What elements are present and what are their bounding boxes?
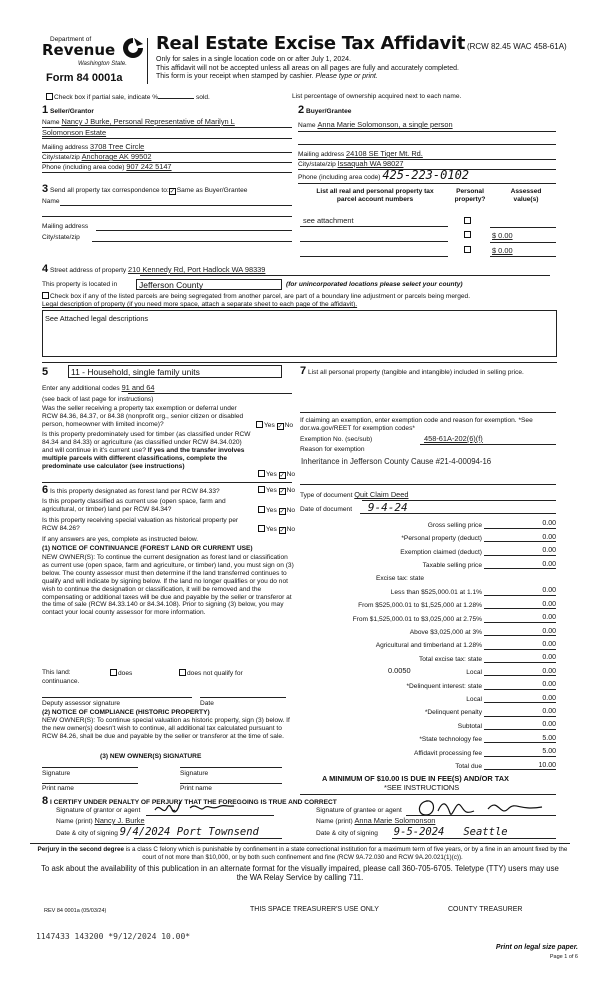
buyer-phone-value: 425-223-0102 <box>382 168 470 182</box>
tax-row-value[interactable]: 0.00 <box>484 695 556 704</box>
buyer-heading: 2 Buyer/Grantee <box>298 104 352 116</box>
line <box>42 162 292 163</box>
yes-checkbox[interactable] <box>258 525 265 532</box>
statute: (RCW 82.45 WAC 458-61A) <box>466 42 567 51</box>
tax-row-value[interactable]: 5.00 <box>484 735 556 744</box>
exemption-question: Was the seller receiving a property tax exemption or deferral under RCW 84.36, 84.37, or 84.38 (nonprofit org., senior citizen or disabled person, homeowner with limited income)? <box>42 405 244 428</box>
tax-row-value[interactable]: 0.00 <box>484 601 556 610</box>
tax-row <box>300 516 556 529</box>
q3-yes-no <box>258 486 295 495</box>
segregated-checkbox[interactable] <box>42 292 49 299</box>
dor-logo <box>42 36 146 70</box>
logo-revenue: Revenue <box>42 41 116 59</box>
partial-sale <box>46 93 210 102</box>
minimum-notice: A MINIMUM OF $10.00 IS DUE IN FEE(S) AND/OR TAX <box>322 774 509 783</box>
notice-3-title: (3) NEW OWNER(S) SIGNATURE <box>100 753 202 760</box>
seller-heading: 1 Seller/Grantor <box>42 104 94 116</box>
tax-row <box>300 529 556 542</box>
q2b: If yes and the transfer involves multiple parcels with different classifications, complete the predominate use calculator (see instructions) <box>42 446 245 470</box>
grantor-signature-field[interactable] <box>56 807 140 815</box>
label: Name <box>42 119 60 126</box>
q2-yes-no <box>258 470 295 479</box>
form-revision: REV 84 0001a (05/03/24) <box>44 908 107 914</box>
tax-row-label: Excise tax: state <box>375 575 424 583</box>
this-land: This land: <box>42 669 71 676</box>
sec7-text: List all personal property (tangible and intangible) included in selling price. <box>307 369 524 376</box>
h1: List all real and personal property tax <box>316 188 434 195</box>
no: No <box>286 471 296 478</box>
owner-print-name-2[interactable] <box>180 783 282 784</box>
perjury-text: is a class C felony which is punishable by confinement in a state correctional institution for a maximum term of five years, or by a fine in an amount fixed by the court of not more than $10,000, or by both such confinement and fine (RCW 9A.72.030 and RCW 9A.20.021(1)(c)). <box>125 846 568 861</box>
tax-row-value[interactable]: 0.00 <box>484 708 556 717</box>
label: Signature of grantee or agent <box>316 807 402 814</box>
divider <box>30 843 570 844</box>
title-text: Real Estate Excise Tax Affidavit <box>156 33 466 54</box>
tax-row <box>300 757 556 770</box>
tax-row-label: Above $3,025,000 at 3% <box>409 628 482 636</box>
header-line-1: Only for sales in a single location code on or after July 1, 2024. <box>156 56 351 63</box>
title: I CERTIFY UNDER PENALTY OF PERJURY THAT THE FOREGOING IS TRUE AND CORRECT <box>49 799 337 806</box>
q4-yes-no <box>258 506 295 515</box>
doctype-value: Quit Claim Deed <box>354 490 409 499</box>
q1-no-checkbox[interactable]: ✓ <box>277 424 283 430</box>
label: Name (print) <box>56 818 93 825</box>
tax-row-value[interactable]: 5.00 <box>484 748 556 757</box>
q2a: Is this property predominately used for timber (as classified under RCW 84.34 and 84.33) or agriculture (as classified under RCW 84.34.020) and will continue in it's current use? <box>42 431 251 454</box>
seller-address-field[interactable] <box>42 143 144 152</box>
grantee-date-field[interactable] <box>316 827 508 838</box>
divider <box>42 482 292 483</box>
located-label: This property is located in <box>42 281 118 288</box>
legal-paper-note: Print on legal size paper. <box>495 944 578 951</box>
corr-name-field[interactable] <box>60 205 292 206</box>
logo-state: Washington State. <box>78 61 127 67</box>
label: City/state/zip <box>298 161 336 168</box>
label: Type of document <box>300 492 353 499</box>
personal-property-label: 7 List all personal property (tangible and intangible) included in selling price. <box>300 365 524 377</box>
line <box>42 216 292 217</box>
line <box>360 513 556 514</box>
revenue-emblem-icon <box>120 36 146 60</box>
buyer-address-value: 24108 SE Tiger Mt. Rd. <box>346 149 423 158</box>
grantee-signature-field[interactable] <box>316 807 402 815</box>
tax-row <box>300 637 556 650</box>
no: No <box>286 487 296 494</box>
no: No <box>284 422 294 429</box>
tax-row-value[interactable]: 0.00 <box>484 534 556 543</box>
same-as-buyer-checkbox[interactable]: ✓ <box>169 189 175 195</box>
yes: Yes <box>266 471 277 478</box>
correspondence-heading: 3 Send all property tax correspondence to:✓ Same as Buyer/Grantee <box>42 183 248 195</box>
line <box>128 393 292 394</box>
label: City/state/zip <box>42 154 80 161</box>
line <box>298 159 556 160</box>
legal-description-box[interactable]: See Attached legal descriptions <box>42 310 557 357</box>
header-line-2: This affidavit will not be accepted unless all areas on all pages are fully and accurately completed. <box>156 64 459 72</box>
seller-city-value: Anchorage AK 99502 <box>81 152 152 161</box>
q5-yes-no <box>258 525 295 534</box>
seller-name-field[interactable] <box>42 118 235 127</box>
page-title <box>156 35 567 53</box>
tax-row-value[interactable]: 0.00 <box>484 628 556 637</box>
assessed-value[interactable]: $ 0.00 <box>492 231 513 240</box>
label: Name (print) <box>316 818 353 825</box>
no: No <box>286 507 296 514</box>
q2-no-checkbox[interactable]: ✓ <box>279 473 285 479</box>
yes-checkbox[interactable] <box>258 486 265 493</box>
tax-row <box>300 583 556 596</box>
q2-yes-checkbox[interactable] <box>258 470 265 477</box>
parcel-field[interactable] <box>300 241 448 242</box>
line <box>420 444 556 445</box>
line3-text: This form is your receipt when stamped by cashier. <box>156 73 314 80</box>
grantor-name-field[interactable] <box>56 817 145 826</box>
tax-row <box>300 690 556 703</box>
historic-question: Is this property receiving special valuation as historical property per RCW 84.26? <box>42 517 239 532</box>
tax-row-value[interactable]: 0.00 <box>484 547 556 556</box>
tax-row-label: *Personal property (deduct) <box>401 535 482 543</box>
buyer-address-field[interactable] <box>298 150 423 159</box>
tax-row <box>300 717 556 730</box>
grantee-name-field[interactable] <box>316 817 435 826</box>
grantee-signature-image <box>408 795 548 817</box>
does-not-option <box>179 669 243 678</box>
h6: value(s) <box>513 195 539 203</box>
county-select[interactable]: Jefferson County <box>136 279 282 290</box>
same-label: Same as Buyer/Grantee <box>176 187 248 194</box>
grantee-date-value: 9-5-2024 Seattle <box>393 826 508 838</box>
label: Date & city of signing <box>316 830 378 837</box>
header-divider <box>147 38 148 84</box>
county-note: (for unincorporated locations please select your county) <box>286 281 463 288</box>
personal-checkbox[interactable] <box>464 246 471 253</box>
tax-row-label: Local <box>466 669 482 677</box>
continuance: continuance. <box>42 678 80 685</box>
label: Name <box>298 122 316 129</box>
partial-sale-checkbox[interactable] <box>46 93 53 100</box>
tax-row-label: *Delinquent penalty <box>424 709 482 717</box>
tax-row <box>300 596 556 609</box>
sig-label: Signature <box>42 770 71 777</box>
q1-yes-no <box>256 421 293 430</box>
tax-row <box>300 744 556 757</box>
doctype-field[interactable] <box>300 491 408 500</box>
county-treasurer: COUNTY TREASURER <box>448 906 523 913</box>
line <box>42 172 292 173</box>
notice-2-text: NEW OWNER(S): To continue special valuation as historic property, sign (3) below. If the new owner(s) doesn't wish to continue, all additional tax calculated pursuant to RCW 84.26, shall be due and payable by the seller or transferor at the time of sale. <box>42 717 290 740</box>
assessed-field[interactable] <box>490 227 556 228</box>
corr-city-field[interactable] <box>92 241 292 242</box>
line <box>134 838 282 839</box>
tax-row-label: Local <box>466 695 482 703</box>
owner-signature-1[interactable] <box>42 767 138 768</box>
does-not: does not qualify for <box>187 670 243 677</box>
buyer-heading-text: Buyer/Grantee <box>305 108 352 115</box>
sig-label: Signature <box>180 770 209 777</box>
tax-row <box>300 650 556 663</box>
label: Mailing address <box>298 151 345 158</box>
no-checkbox[interactable]: ✓ <box>279 509 285 515</box>
see-back: (see back of last page for instructions) <box>42 396 154 403</box>
tax-row <box>300 623 556 636</box>
tax-row-value[interactable]: 0.00 <box>484 681 556 690</box>
partial-label: Check box if partial sale, indicate % <box>54 94 159 101</box>
label: Street address of property <box>49 267 127 274</box>
if-yes: If any answers are yes, complete as instructed below. <box>42 536 199 543</box>
h3: Personal <box>456 188 484 195</box>
divider <box>42 362 557 363</box>
tax-row-value[interactable]: 10.00 <box>484 762 556 771</box>
codes-value: 91 and 64 <box>121 383 155 392</box>
personal-checkbox[interactable] <box>464 231 471 238</box>
tax-row-label: *State technology fee <box>419 736 482 744</box>
grantee-name-value: Anna Marie Solomonson <box>354 816 436 825</box>
current-use-question: Is this property classified as current use (open space, farm and agricultural, or timber) land per RCW 84.34? <box>42 498 226 513</box>
line <box>490 256 556 257</box>
q1-yes-checkbox[interactable] <box>256 421 263 428</box>
claim-text: If claiming an exemption, enter exemption code and reason for exemption. *See dor.wa.gov/REET for exemption codes* <box>300 417 533 432</box>
line <box>42 138 292 139</box>
notice-1-title: (1) NOTICE OF CONTINUANCE (FOREST LAND OR CURRENT USE) <box>42 545 253 552</box>
tax-row <box>300 677 556 690</box>
line <box>490 242 556 243</box>
segregated-label: Check box if any of the listed parcels are being segregated from another parcel, are part of a boundary line adjustment or parcels being merged. <box>50 293 471 300</box>
deputy-date-field[interactable] <box>200 697 286 698</box>
line <box>392 838 556 839</box>
logo-dept: Department of <box>50 36 92 43</box>
form-number: Form 84 0001a <box>46 72 123 84</box>
street-value: 210 Kennedy Rd, Port Hadlock WA 98339 <box>128 265 266 274</box>
tax-row <box>300 543 556 556</box>
label: Signature of grantor or agent <box>56 807 141 814</box>
q: Is this property designated as forest land per RCW 84.33? <box>49 488 220 495</box>
line <box>140 275 550 276</box>
cashier-stamp: 1147433 143200 *9/12/2024 10.00* <box>36 932 191 941</box>
label: Mailing address <box>42 144 89 151</box>
no: No <box>286 526 296 533</box>
yes-checkbox[interactable] <box>258 506 265 513</box>
deputy-label: Deputy assessor signature <box>42 700 121 707</box>
local-rate: 0.0050 <box>388 666 411 676</box>
legal-label: Legal description of property (if you need more space, attach a separate sheet to each page of the affidavit). <box>42 301 358 308</box>
tax-row-label: Subtotal <box>457 722 482 730</box>
line <box>300 226 448 227</box>
personal-header <box>450 188 490 204</box>
h2: parcel account numbers <box>336 195 414 203</box>
line <box>298 169 556 170</box>
label: Date of document <box>300 506 353 513</box>
seller-phone-value: 907 242 5147 <box>126 162 172 171</box>
tax-row-label: Affidavit processing fee <box>413 749 482 757</box>
tax-row <box>300 730 556 743</box>
use-code-select[interactable]: 11 - Household, single family units <box>68 365 282 378</box>
line <box>42 152 292 153</box>
docdate-value: 9-4-24 <box>367 501 408 514</box>
tax-row-label: Exemption claimed (deduct) <box>400 548 482 556</box>
buyer-phone-field[interactable] <box>298 169 469 182</box>
grantor-date-value: 9/4/2024 Port Townsend <box>119 826 259 838</box>
print-label: Print name <box>42 785 74 792</box>
personal-property-field[interactable] <box>300 412 556 413</box>
tax-row <box>300 610 556 623</box>
sec3-text: Send all property tax correspondence to: <box>49 187 169 194</box>
corr-address-field[interactable] <box>96 230 292 231</box>
perjury-notice <box>30 846 575 861</box>
label: Phone (including area code) <box>42 164 125 171</box>
seller-heading-text: Seller/Grantor <box>49 108 94 115</box>
notice-1-text: NEW OWNER(S): To continue the current designation as forest land or classification as current use (open space, farm and agriculture, or timber) land, you must sign on (3) below. The county assessor must then determine if the land transferred continues to qualify and will indicate by signing below. If the land no longer qualifies or you do not wish to continue the designation or classification, it will be removed and the compensating or additional taxes will be due and payable by the seller or transferor at the time of sale (RCW 84.33.140 or 84.34.108). Prior to signing (3) below, you may contact your local county assessor for more information. <box>42 554 294 617</box>
perjury-b: Perjury in the second degree <box>37 846 124 853</box>
tax-row-label: Agricultural and timberland at 1.28% <box>375 642 482 650</box>
parcel-number[interactable]: see attachment <box>303 216 354 225</box>
tax-row-label: Total excise tax: state <box>418 655 482 663</box>
date-label: Date <box>200 700 214 707</box>
tax-row-value[interactable]: 0.00 <box>484 668 556 677</box>
yes: Yes <box>266 487 277 494</box>
ownership-note: List percentage of ownership acquired next to each name. <box>292 93 462 100</box>
does: does <box>118 670 133 677</box>
yes: Yes <box>264 422 275 429</box>
yes: Yes <box>266 526 277 533</box>
alternate-format: To ask about the availability of this publication in an alternate format for the visually impaired, please call 360-705-6705. Teletype (TTY) users may use the WA Relay Service by calling 711. <box>41 864 559 883</box>
h4: property? <box>454 195 486 203</box>
tax-row-value[interactable]: 0.00 <box>484 614 556 623</box>
no-checkbox[interactable]: ✓ <box>279 528 285 534</box>
seller-city-field[interactable] <box>42 153 151 162</box>
forest-question: 6 Is this property designated as forest land per RCW 84.33? <box>42 484 220 496</box>
seller-name-value-2: Solomonson Estate <box>42 128 107 137</box>
h5: Assessed <box>510 188 542 195</box>
reason-value[interactable]: Inheritance in Jefferson County Cause #21-4-00094-16 <box>301 457 492 466</box>
tax-row <box>300 556 556 569</box>
buyer-name-field[interactable] <box>298 121 453 130</box>
assessed-value[interactable]: $ 0.00 <box>492 246 513 255</box>
does-not-checkbox[interactable] <box>179 669 186 676</box>
seller-address-value: 3708 Tree Circle <box>90 142 145 151</box>
timber-question <box>42 431 254 471</box>
corr-city-label: City/state/zip <box>42 234 80 241</box>
treasurer-use: THIS SPACE TREASURER'S USE ONLY <box>250 906 379 913</box>
tax-row-label: From $525,000.01 to $1,525,000 at 1.28% <box>358 602 482 610</box>
label: Phone (including area code) <box>298 174 381 181</box>
personal-checkbox[interactable] <box>464 217 471 224</box>
street-address-field[interactable]: 4 Street address of property 210 Kennedy Rd, Port Hadlock WA 98339 <box>42 263 266 275</box>
buyer-name-value: Anna Marie Solomonson, a single person <box>317 120 453 129</box>
segregated <box>42 292 470 301</box>
seller-phone-field[interactable] <box>42 163 172 172</box>
grantor-date-field[interactable] <box>56 827 259 838</box>
line <box>298 183 556 184</box>
tax-row-value[interactable]: 0.00 <box>484 561 556 570</box>
sold-label: sold. <box>195 94 210 101</box>
label: Enter any additional codes <box>42 385 120 392</box>
parcel-field[interactable] <box>300 256 448 257</box>
tax-row-label: *Delinquent interest: state <box>406 682 482 690</box>
tax-row-label: Less than $525,000.01 at 1.1% <box>390 588 482 596</box>
parcel-header <box>300 188 450 204</box>
label: Date & city of signing <box>56 830 118 837</box>
tax-row-label: From $1,525,000.01 to $3,025,000 at 2.75% <box>352 615 482 623</box>
exemption-no-label: Exemption No. (sec/sub) <box>300 436 373 443</box>
line3-em: Please type or print. <box>315 73 378 80</box>
tax-row-value[interactable]: 0.00 <box>484 721 556 730</box>
reason-label: Reason for exemption <box>300 446 365 453</box>
sec5-number: 5 <box>42 366 49 378</box>
seller-name-value: Nancy J Burke, Personal Representative of Marilyn L <box>61 117 235 126</box>
line <box>146 815 274 816</box>
line <box>298 131 556 132</box>
see-instructions: *SEE INSTRUCTIONS <box>384 783 460 792</box>
exemption-no-value[interactable]: 458-61A-202(6)(f) <box>424 434 483 443</box>
additional-codes-field[interactable] <box>42 384 154 393</box>
certify-title: 8 I CERTIFY UNDER PENALTY OF PERJURY THAT THE FOREGOING IS TRUE AND CORRECT <box>42 795 337 807</box>
tax-row-label: Gross selling price <box>427 521 482 529</box>
print-label: Print name <box>180 785 212 792</box>
tax-row-value[interactable]: 0.00 <box>484 641 556 650</box>
line <box>298 144 556 145</box>
tax-row <box>300 663 556 676</box>
deputy-signature-field[interactable] <box>42 697 192 698</box>
does-option <box>110 669 132 678</box>
page-number: Page 1 of 6 <box>549 954 578 960</box>
owner-signature-2[interactable] <box>180 767 282 768</box>
tax-row-value[interactable]: 0.00 <box>484 587 556 596</box>
grantor-name-value: Nancy J. Burke <box>94 816 145 825</box>
tax-row-label: Total due <box>455 762 482 770</box>
assessed-header <box>496 188 556 204</box>
yes: Yes <box>266 507 277 514</box>
buyer-city-value: Issaquah WA 98027 <box>337 159 404 168</box>
tax-row-value[interactable]: 0.00 <box>484 654 556 663</box>
owner-print-name-1[interactable] <box>42 783 138 784</box>
does-checkbox[interactable] <box>110 669 117 676</box>
tax-row-value[interactable]: 0.00 <box>484 520 556 529</box>
grantor-signature-image <box>150 798 250 816</box>
notice-2-title: (2) NOTICE OF COMPLIANCE (HISTORIC PROPERTY) <box>42 709 210 716</box>
docdate-field[interactable] <box>300 502 408 514</box>
partial-percent-field[interactable] <box>158 98 194 99</box>
header-line-3 <box>156 73 378 81</box>
corr-name-label: Name <box>42 198 60 205</box>
corr-address-label: Mailing address <box>42 223 89 230</box>
no-checkbox[interactable]: ✓ <box>279 489 285 495</box>
line <box>300 484 556 485</box>
tax-row <box>300 570 500 583</box>
tax-row-label: Taxable selling price <box>422 561 482 569</box>
tax-row <box>300 704 556 717</box>
